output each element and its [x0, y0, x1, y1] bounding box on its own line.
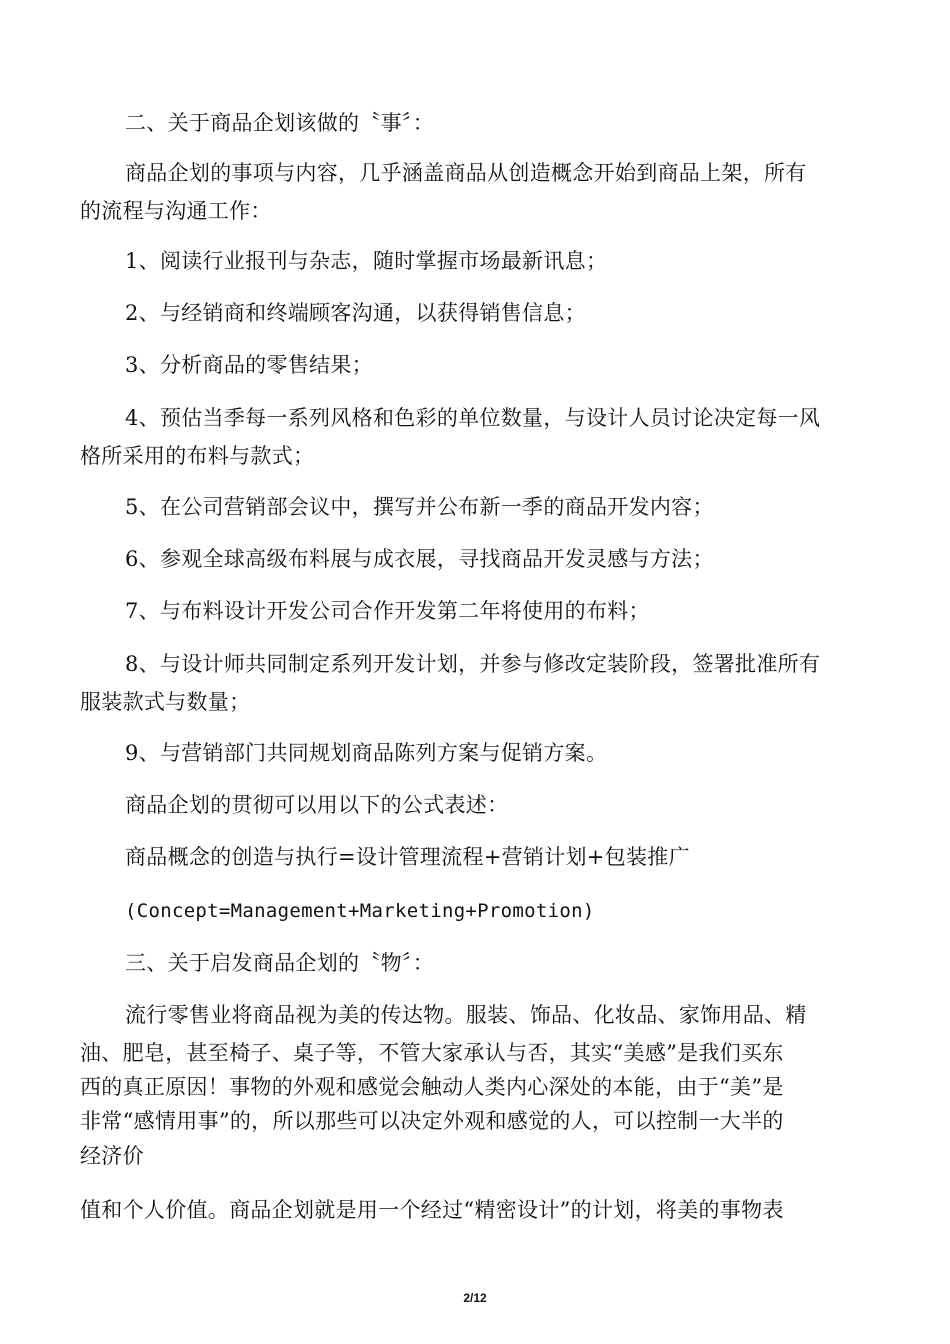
paragraph-line: 非常“感情用事”的，所以那些可以决定外观和感觉的人，可以控制一大半的	[80, 1109, 784, 1133]
list-item-7: 7、与布料设计开发公司合作开发第二年将使用的布料；	[125, 599, 650, 623]
list-item-2: 2、与经销商和终端顾客沟通，以获得销售信息；	[125, 301, 586, 325]
list-item-4-cont: 格所采用的布料与款式；	[80, 444, 315, 468]
list-item-8-cont: 服装款式与数量；	[80, 690, 251, 714]
page-number: 2/12	[463, 1291, 487, 1305]
list-item-9: 9、与营销部门共同规划商品陈列方案与促销方案。	[125, 741, 608, 765]
heading-section-three: 三、关于启发商品企划的〝物〞：	[125, 951, 434, 975]
paragraph-line: 经济价	[80, 1144, 144, 1168]
paragraph-line: 的流程与沟通工作：	[80, 199, 272, 223]
list-item-8: 8、与设计师共同制定系列开发计划，并参与修改定装阶段，签署批准所有	[125, 652, 821, 676]
list-item-1: 1、阅读行业报刊与杂志，随时掌握市场最新讯息；	[125, 249, 608, 273]
formula-english: (Concept=Management+Marketing+Promotion)	[125, 900, 595, 922]
paragraph-line: 值和个人价值。商品企划就是用一个经过“精密设计”的计划，将美的事物表	[80, 1198, 784, 1222]
list-item-5: 5、在公司营销部会议中，撰写并公布新一季的商品开发内容；	[125, 495, 714, 519]
paragraph-line: 西的真正原因！事物的外观和感觉会触动人类内心深处的本能，由于“美”是	[80, 1075, 784, 1099]
paragraph-line: 流行零售业将商品视为美的传达物。服装、饰品、化妆品、家饰用品、精	[125, 1003, 807, 1027]
paragraph-line: 商品企划的贯彻可以用以下的公式表述：	[125, 793, 509, 817]
list-item-6: 6、参观全球高级布料展与成衣展，寻找商品开发灵感与方法；	[125, 547, 714, 571]
heading-section-two: 二、关于商品企划该做的〝事〞：	[125, 111, 434, 135]
list-item-4: 4、预估当季每一系列风格和色彩的单位数量，与设计人员讨论决定每一风	[125, 406, 821, 430]
list-item-3: 3、分析商品的零售结果；	[125, 353, 373, 377]
formula-line: 商品概念的创造与执行=设计管理流程+营销计划+包装推广	[125, 845, 690, 869]
paragraph-line: 油、肥皂，甚至椅子、桌子等，不管大家承认与否，其实“美感”是我们买东	[80, 1041, 784, 1065]
paragraph-line: 商品企划的事项与内容，几乎涵盖商品从创造概念开始到商品上架，所有	[125, 161, 807, 185]
